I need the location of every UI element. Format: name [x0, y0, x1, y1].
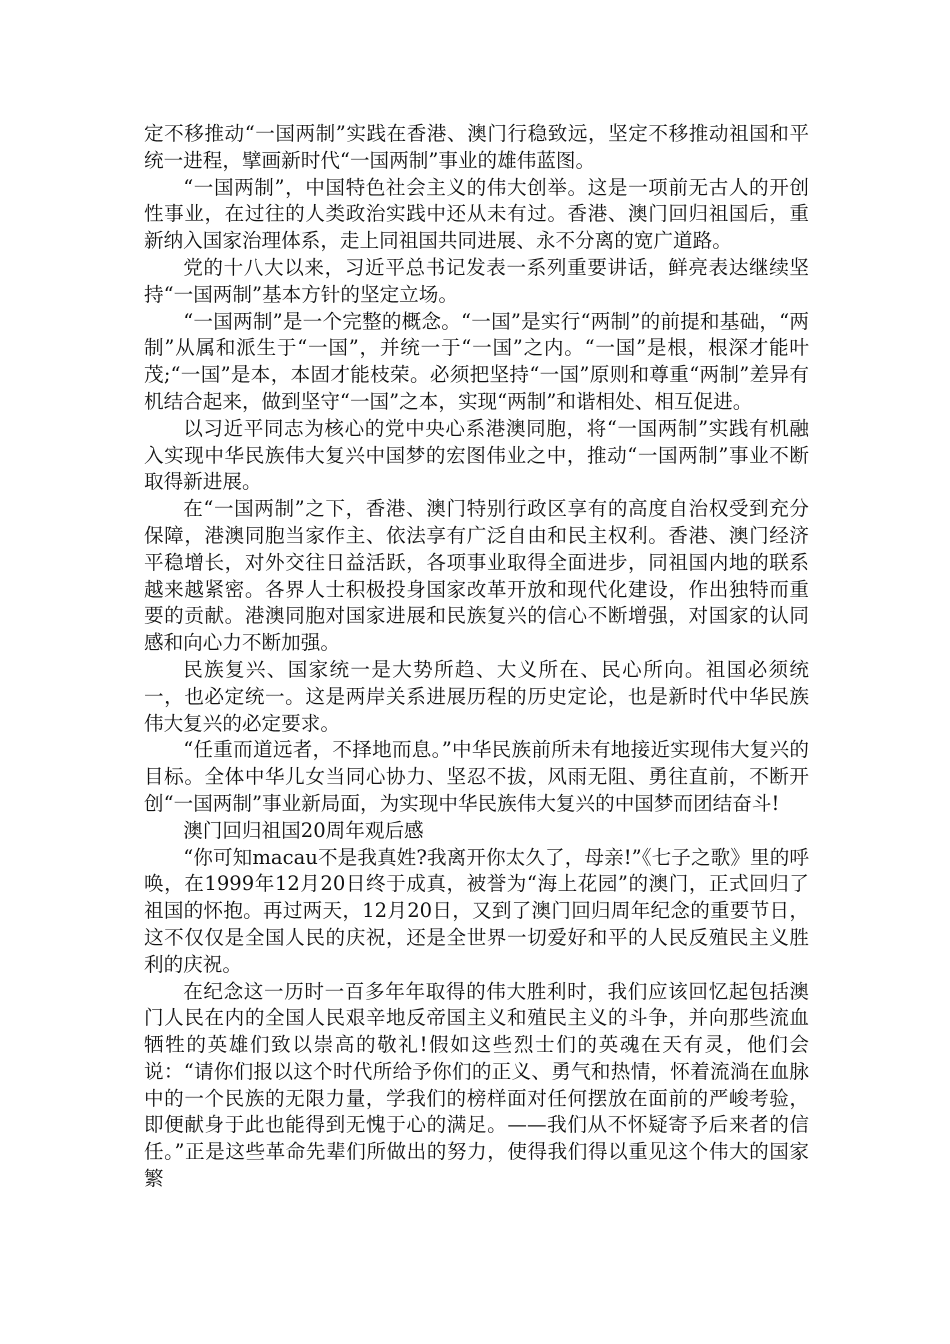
paragraph: “任重而道远者，不择地而息。”中华民族前所未有地接近实现伟大复兴的目标。全体中华儿女当同心协力、坚忍不拔，风雨无阻、勇往直前，不断开创“一国两制”事业新局面，为实现中华民族伟大复兴的中国梦而团结奋斗! [144, 738, 809, 815]
paragraph: “一国两制”，中国特色社会主义的伟大创举。这是一项前无古人的开创性事业，在过往的人类政治实践中还从未有过。香港、澳门回归祖国后，重新纳入国家治理体系，走上同祖国共同进展、永不分离的宽广道路。 [144, 175, 809, 253]
section-heading: 澳门回归祖国20周年观后感 [183, 818, 424, 842]
paragraph: 民族复兴、国家统一是大势所趋、大义所在、民心所向。祖国必须统一，也必定统一。这是两岸关系进展历程的历史定论，也是新时代中华民族伟大复兴的必定要求。 [144, 657, 809, 735]
paragraph: 以习近平同志为核心的党中央心系港澳同胞，将“一国两制”实践有机融入实现中华民族伟大复兴中国梦的宏图伟业之中，推动“一国两制”事业不断取得新进展。 [144, 416, 809, 494]
paragraph: 党的十八大以来，习近平总书记发表一系列重要讲话，鲜亮表达继续坚持“一国两制”基本方针的坚定立场。 [144, 255, 809, 306]
paragraph: 在“一国两制”之下，香港、澳门特别行政区享有的高度自治权受到充分保障，港澳同胞当家作主、依法享有广泛自由和民主权利。香港、澳门经济平稳增长，对外交往日益活跃，各项事业取得全面进步，同祖国内地的联系越来越紧密。各界人士积极投身国家改革开放和现代化建设，作出独特而重要的贡献。港澳同胞对国家进展和民族复兴的信心不断增强，对国家的认同感和向心力不断加强。 [144, 497, 809, 655]
paragraph: “一国两制”是一个完整的概念。“一国”是实行“两制”的前提和基础，“两制”从属和派生于“一国”，并统一于“一国”之内。“一国”是根，根深才能叶茂;“一国”是本，本固才能枝荣。必须把坚持“一国”原则和尊重“两制”差异有机结合起来，做到坚守“一国”之本，实现“两制”和谐相处、相互促进。 [144, 309, 809, 413]
document-body [144, 121, 809, 1193]
paragraph-continuation: 定不移推动“一国两制”实践在香港、澳门行稳致远，坚定不移推动祖国和平统一进程，擘画新时代“一国两制”事业的雄伟蓝图。 [144, 122, 809, 172]
paragraph: “你可知macau不是我真姓?我离开你太久了，母亲!”《七子之歌》里的呼唤，在1999年12月20日终于成真，被誉为“海上花园”的澳门，正式回归了祖国的怀抱。再过两天，12月20日，又到了澳门回归周年纪念的重要节日，这不仅仅是全国人民的庆祝，还是全世界一切爱好和平的人民反殖民主义胜利的庆祝。 [144, 845, 809, 976]
paragraph: 在纪念这一历时一百多年年取得的伟大胜利时，我们应该回忆起包括澳门人民在内的全国人民艰辛地反帝国主义和殖民主义的斗争，并向那些流血牺牲的英雄们致以崇高的敬礼!假如这些烈士们的英魂在天有灵，他们会说：“请你们报以这个时代所给予你们的正义、勇气和热情，怀着流淌在血脉中的一个民族的无限力量，学我们的榜样面对任何摆放在面前的严峻考验，即便献身于此也能得到无愧于心的满足。——我们从不怀疑寄予后来者的信任。”正是这些革命先辈们所做出的努力，使得我们得以重见这个伟大的国家繁 [144, 979, 809, 1191]
